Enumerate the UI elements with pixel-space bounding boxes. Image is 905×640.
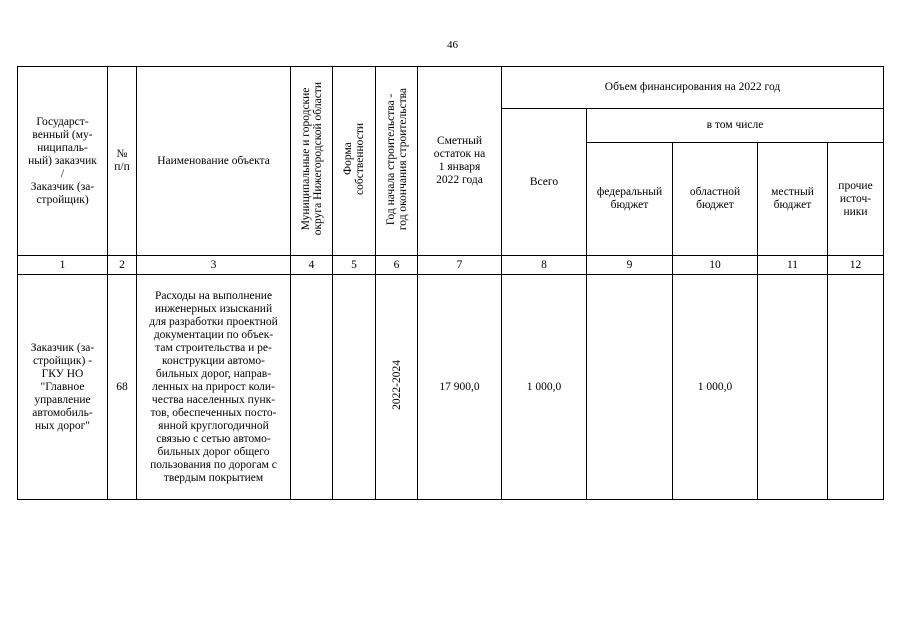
column-number: 5 <box>333 256 376 275</box>
header-municipal: Муниципальные и городские округа Нижегородской области <box>299 82 324 236</box>
column-number: 4 <box>291 256 333 275</box>
header-other: прочие источ- ники <box>828 143 884 256</box>
column-number: 9 <box>587 256 673 275</box>
column-number: 12 <box>828 256 884 275</box>
header-ownership: Форма собственности <box>342 123 366 195</box>
cell-federal <box>587 275 673 500</box>
column-number: 6 <box>376 256 418 275</box>
cell-ownership <box>333 275 376 500</box>
header-row-1 <box>18 67 884 109</box>
header-financing: Объем финансирования на 2022 год <box>502 67 884 109</box>
header-years: Год начала строительства - год окончания строительства <box>384 87 409 231</box>
header-years-cell <box>376 67 418 256</box>
cell-object-name: Расходы на выполнение инженерных изысканий для разработки проектной документации по объек- там строительства и ре- конструкции автомо- бильных дорог, направ- ленных на прирост коли- чества населенных пунк- тов, обеспеченных посто- янной круглогодичной связью с сетью автомо- бильных дорог общего пользования по дорогам с твердым покрытием <box>137 275 291 500</box>
cell-regional: 1 000,0 <box>673 275 758 500</box>
cell-customer: Заказчик (за- стройщик) - ГКУ НО "Главное управление автомобиль- ных дорог" <box>18 275 108 500</box>
cell-years-wrap <box>376 275 418 500</box>
cell-total: 1 000,0 <box>502 275 587 500</box>
cell-other <box>828 275 884 500</box>
cell-remaining: 17 900,0 <box>418 275 502 500</box>
column-number: 2 <box>108 256 137 275</box>
column-number: 11 <box>758 256 828 275</box>
column-number: 8 <box>502 256 587 275</box>
header-customer: Государст- венный (му- ниципаль- ный) заказчик / Заказчик (за- стройщик) <box>18 67 108 256</box>
column-number: 10 <box>673 256 758 275</box>
cell-municipal <box>291 275 333 500</box>
financing-table <box>17 66 884 500</box>
header-total: Всего <box>502 109 587 256</box>
cell-number: 68 <box>108 275 137 500</box>
header-municipal-cell <box>291 67 333 256</box>
page-number: 46 <box>447 39 458 51</box>
column-number: 7 <box>418 256 502 275</box>
cell-local <box>758 275 828 500</box>
cell-years: 2022-2024 <box>390 360 403 410</box>
header-local: местный бюджет <box>758 143 828 256</box>
header-remaining: Сметный остаток на 1 января 2022 года <box>418 67 502 256</box>
header-object-name: Наименование объекта <box>137 67 291 256</box>
header-number: № п/п <box>108 67 137 256</box>
header-including: в том числе <box>587 109 884 143</box>
header-regional: областной бюджет <box>673 143 758 256</box>
column-number: 1 <box>18 256 108 275</box>
header-federal: федеральный бюджет <box>587 143 673 256</box>
header-ownership-cell <box>333 67 376 256</box>
table-row <box>18 275 884 500</box>
column-number: 3 <box>137 256 291 275</box>
column-number-row <box>18 256 884 275</box>
